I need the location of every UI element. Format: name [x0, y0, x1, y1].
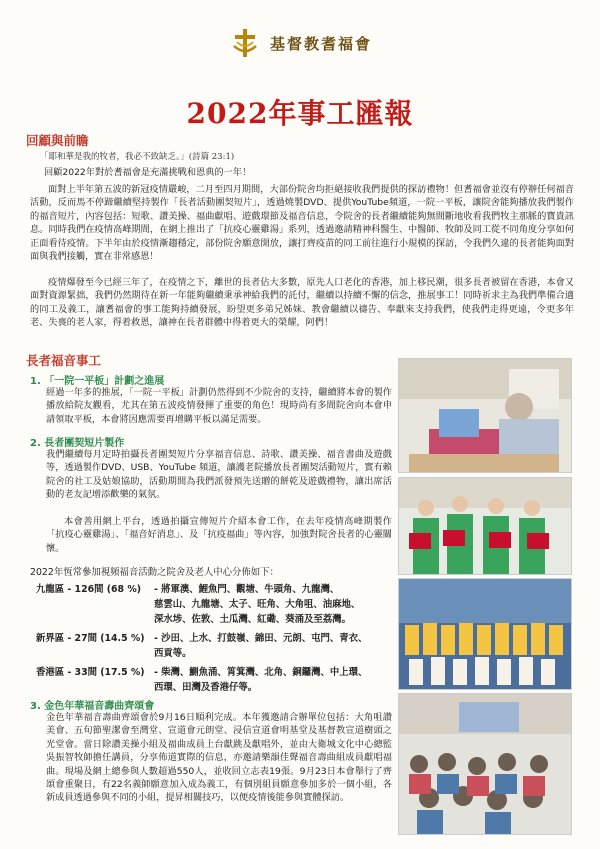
distribution-table: [36, 582, 392, 695]
distribution-districts: 西環、田灣及香港仔等。: [154, 682, 258, 693]
distribution-districts: - 沙田、上水、打鼓嶺、錦田、元朗、屯門、青衣、: [154, 633, 368, 644]
item1-title: 1. 「一院一平板」計劃之進展: [30, 376, 165, 387]
photo-tablet-resident-image: [399, 359, 571, 472]
distribution-districts: 慈雲山、九龍塘、太子、旺角、大角咀、油麻地、: [154, 599, 361, 610]
distribution-districts: 西貢等。: [154, 648, 192, 659]
distribution-row-hk: [36, 665, 392, 695]
distribution-label: 新界區 - 27間 (14.5 %): [36, 633, 145, 644]
distribution-row-kowloon: [36, 582, 392, 627]
photo-group-holding-dvds-image: [399, 478, 571, 574]
distribution-districts: - 將軍澳、鯉魚門、觀塘、牛頭角、九龍灣、: [154, 584, 340, 595]
review-paragraph-2: 疫情爆發至今已經三年了，在疫情之下，離世的長者佔大多數，原先人口老化的香港，加上移民潮，很多長者被留在香港，本會又面對資源緊拙，我們仍然期待在新一年能夠繼續秉承神給我們的託付，繼續以持續不懈的信念，推展事工！同時祈求主為我們準備合適的同工及義工，讓耆福會的事工能夠持續發展，盼望更多弟兄姊妹、教會繼續以禱告、奉獻來支持我們，使我們走得更遠，令更多年老、失喪的老人家，得着救恩，讓神在長者群體中得着更大的榮耀，阿們！: [30, 277, 574, 329]
photo-choir-stage-image: [399, 579, 571, 689]
photo-audience-gathering-image: [399, 694, 571, 834]
review-heading: 回顧與前瞻: [26, 133, 89, 148]
photo-audience-gathering: [398, 693, 572, 835]
distribution-districts: - 柴灣、鰂魚涌、筲箕灣、北角、銅鑼灣、中上環、: [154, 667, 368, 678]
photo-tablet-resident: [398, 358, 572, 473]
distribution-row-nt: [36, 631, 392, 661]
distribution-intro: 2022年恆常參加視頻福音活動之院舍及老人中心分佈如下：: [30, 567, 279, 578]
org-name: 基督教耆福會: [269, 34, 372, 53]
item2-body-1: 我們繼續每月定時拍攝長者團契短片分享福音信息、詩歌、讚美操、福音書曲及遊戲等，透過製作DVD、USB、YouTube 頻道，讓護老院播放長者團契活動短片，實有賴院舍的社工及姑娘協助，活動期間為我們派發預先送贈的餅乾及遊戲禮物，讓出席活動的老友記增添歡樂的氣氛。: [46, 449, 392, 501]
item2-title: 2. 長者團契短片製作: [30, 438, 125, 449]
item3-body: 金色年華福音壽曲齊頌會於9月16日順利完成。本年獲邀請合辦單位包括：大角咀讚美會、五旬節聖潔會至灣堂、宣道會元朗堂、浸信宣道會明基堂及基督教宣道樹頭之光堂會。當日除讚美操小組及福曲成員上台獻跳及獻唱外，並由大衛城文化中心總監吳振智牧師擔任講員，分享佈道實際的信息，亦邀請樂韻佳聲福音壽曲組成員獻唱福曲。現場及網上總參與人數超過550人，並收回立志表19張。9月23日本會舉行了齊頌會重聚日，有22名義師願意加入成為義工，有個別組員願意參加多於一個小組，各新成員透過參與不同的小組，提昇相關技巧，以便疫情後能參與實體探訪。: [46, 712, 392, 804]
review-lead: 回顧2022年對於耆福會是充滿挑戰和恩典的一年！: [44, 167, 252, 178]
cross-logo-icon: [228, 26, 262, 60]
photo-group-holding-dvds: [398, 477, 572, 575]
item2-body-2: 本會善用網上平台，透過拍攝宣傳短片介紹本會工作，在去年疫情高峰期製作「抗疫心靈雞湯」、「福音好消息」、及「抗疫福曲」等內容，加強對院舍長者的心靈關懷。: [46, 516, 392, 554]
item1-body: 經過一年多的推展，「一院一平板」計劃仍然得到不少院舍的支持，繼續將本會的製作播放給院友觀看，尤其在第五波疫情發揮了重要的角色！現時尚有多間院舍向本會申請領取平板，本會將因應需要再增購平板以滿足需要。: [46, 387, 392, 425]
header-logo-row: [0, 26, 600, 60]
distribution-label: 九龍區 - 126間 (68 %): [36, 584, 142, 595]
page-title: 2022年事工匯報: [186, 97, 414, 130]
photo-choir-stage: [398, 578, 572, 690]
item3-title: 3. 金色年華福音壽曲齊頌會: [30, 701, 155, 712]
review-paragraph-1: 面對上半年第五波的新冠疫情嚴峻，二月至四月期間，大部份院舍均拒絕接收我們提供的探訪禮物！但耆福會並沒有停辦任何福音活動，反而馬不停蹄繼續堅持製作「長者活動團契短片」，透過燒製DVD、提供YouTube頻道，一院一平板，讓院舍能夠播放我們製作的福音短片，內容包括：短歌、讚美操、福曲獻唱、遊戲環節及福音信息，令院舍的長者繼續能夠無間斷地收看我們牧主那脈的寶貴訊息。同時我們在疫情高峰期間，在網上推出了「抗疫心靈雞湯」系列，透過邀請精神科醫生、中醫師、牧師及同工從不同角度分享如何正面看待疫情。下半年由於疫情漸趨穩定，部份院舍願意開放，讓打齊疫苗的同工前往進行小規模的探訪，令我們久違的長者能夠面對面與我們接觸，實在非常感恩！: [30, 184, 574, 263]
ministry-heading: 長者福音事工: [26, 353, 102, 368]
scripture-quote: 「耶和華是我的牧者，我必不致缺乏。」(詩篇 23:1): [40, 152, 235, 162]
distribution-label: 香港區 - 33間 (17.5 %): [36, 667, 145, 678]
distribution-districts: 深水埗、佐敦、土瓜灣、紅磡、葵涌及至荔灣。: [154, 614, 351, 625]
